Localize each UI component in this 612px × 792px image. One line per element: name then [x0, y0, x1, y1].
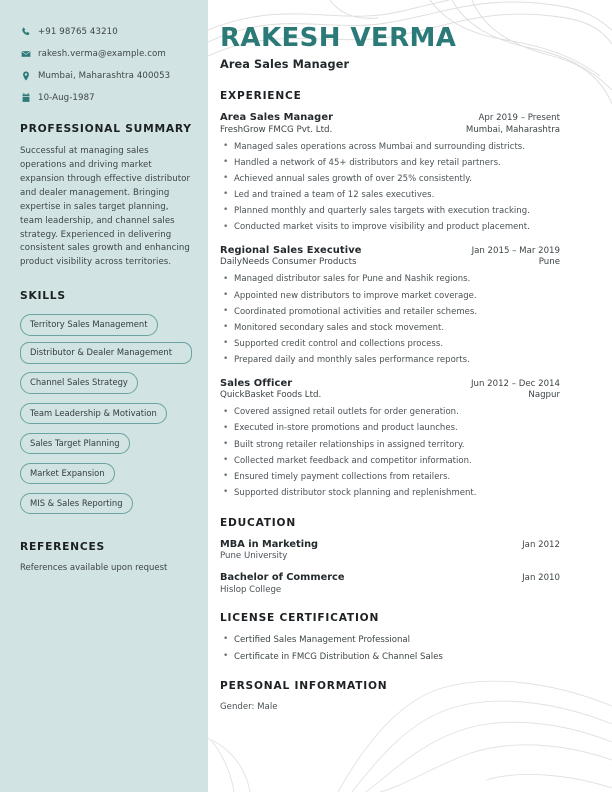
job-bullet: • Achieved annual sales growth of over 25% consistently.	[220, 173, 560, 186]
job-bullet-list	[220, 141, 560, 234]
experience-entry	[220, 245, 560, 367]
contact-email-value: rakesh.verma@example.com	[38, 48, 166, 59]
job-organization: FreshGrow FMCG Pvt. Ltd.	[220, 124, 333, 135]
contact-list	[20, 26, 192, 103]
contact-location[interactable]	[20, 70, 192, 81]
personal-information-heading: PERSONAL INFORMATION	[220, 680, 388, 693]
education-date: Jan 2010	[522, 573, 560, 584]
job-bullet: • Planned monthly and quarterly sales targets with execution tracking.	[220, 205, 560, 218]
job-bullet: • Collected market feedback and competitor information.	[220, 455, 560, 468]
job-bullet: • Coordinated promotional activities and retailer schemes.	[220, 306, 560, 319]
job-bullet: • Led and trained a team of 12 sales executives.	[220, 189, 560, 202]
contact-birthdate-value: 10-Aug-1987	[38, 92, 95, 103]
job-bullet: • Conducted market visits to improve visibility and product placement.	[220, 221, 560, 234]
certification-list	[220, 634, 560, 664]
certification-item: • Certified Sales Management Professional	[220, 634, 560, 647]
job-title: Area Sales Manager	[220, 112, 334, 124]
contact-location-value: Mumbai, Maharashtra 400053	[38, 70, 171, 81]
skill-pill[interactable]: Distributor & Dealer Management	[20, 342, 192, 364]
job-bullet: • Covered assigned retail outlets for order generation.	[220, 406, 560, 419]
contact-phone[interactable]	[20, 26, 192, 37]
experience-heading: EXPERIENCE	[220, 90, 302, 103]
job-bullet: • Handled a network of 45+ distributors and key retail partners.	[220, 157, 560, 170]
skills-heading: SKILLS	[20, 289, 66, 303]
job-date: Jun 2012 – Dec 2014	[470, 378, 560, 389]
job-bullet-list	[220, 273, 560, 366]
job-role-subtitle: Area Sales Manager	[220, 58, 350, 72]
skill-pill[interactable]: Market Expansion	[20, 463, 115, 485]
job-bullet: • Built strong retailer relationships in assigned territory.	[220, 439, 560, 452]
skill-pill[interactable]: Team Leadership & Motivation	[20, 403, 167, 425]
personal-information-text: Gender: Male	[220, 702, 278, 713]
skills-list	[20, 312, 192, 521]
job-bullet: • Supported credit control and collections process.	[220, 338, 560, 351]
job-organization: QuickBasket Foods Ltd.	[220, 390, 322, 401]
job-date: Apr 2019 – Present	[478, 113, 560, 124]
experience-entry	[220, 378, 560, 500]
job-organization: DailyNeeds Consumer Products	[220, 257, 357, 268]
job-bullet: • Monitored secondary sales and stock movement.	[220, 322, 560, 335]
skill-pill[interactable]: MIS & Sales Reporting	[20, 493, 133, 515]
references-text: References available upon request	[20, 562, 168, 573]
experience-entry	[220, 112, 560, 234]
references-heading: REFERENCES	[20, 539, 105, 553]
skill-pill[interactable]: Sales Target Planning	[20, 433, 130, 455]
education-degree: Bachelor of Commerce	[220, 572, 345, 584]
job-bullet: • Ensured timely payment collections from retailers.	[220, 471, 560, 484]
skill-pill[interactable]: Territory Sales Management	[20, 314, 158, 336]
location-pin-icon	[20, 70, 31, 81]
job-bullet: • Supported distributor stock planning and replenishment.	[220, 487, 560, 500]
education-date: Jan 2012	[522, 539, 560, 550]
job-title: Regional Sales Executive	[220, 244, 362, 256]
envelope-icon	[20, 48, 31, 59]
education-degree: MBA in Marketing	[220, 538, 319, 550]
page-title: RAKESH VERMA	[220, 23, 457, 53]
job-bullet: • Appointed new distributors to improve market coverage.	[220, 290, 560, 303]
summary-heading: PROFESSIONAL SUMMARY	[20, 122, 192, 135]
summary-text: Successful at managing sales operations and driving market expansion through effective distributor and dealer management. Bringing expertise in sales target planning, team leadership, and channel sales strategy. Experienced in delivering consistent sales growth and enhancing product visibility across territories.	[20, 146, 191, 268]
certification-heading: LICENSE CERTIFICATION	[220, 611, 380, 624]
education-entry	[220, 572, 560, 595]
job-bullet: • Prepared daily and monthly sales performance reports.	[220, 354, 560, 367]
calendar-icon	[20, 92, 31, 103]
skill-pill[interactable]: Channel Sales Strategy	[20, 372, 138, 394]
job-location: Nagpur	[528, 390, 560, 401]
job-bullet: • Managed sales operations across Mumbai and surrounding districts.	[220, 141, 560, 154]
phone-icon	[20, 26, 31, 37]
job-date: Jan 2015 – Mar 2019	[471, 245, 560, 256]
job-location: Pune	[538, 257, 560, 268]
job-bullet: • Executed in-store promotions and product launches.	[220, 422, 560, 435]
contact-birthdate[interactable]	[20, 92, 192, 103]
contact-phone-value: +91 98765 43210	[38, 26, 118, 37]
certification-item: • Certificate in FMCG Distribution & Channel Sales	[220, 651, 560, 664]
job-bullet-list	[220, 406, 560, 499]
sidebar	[0, 0, 208, 792]
education-school: Pune University	[220, 551, 288, 562]
main-content	[208, 0, 612, 792]
job-bullet: • Managed distributor sales for Pune and Nashik regions.	[220, 273, 560, 286]
education-heading: EDUCATION	[220, 516, 297, 529]
job-location: Mumbai, Maharashtra	[465, 124, 560, 135]
job-title: Sales Officer	[220, 377, 293, 389]
education-entry	[220, 539, 560, 562]
contact-email[interactable]	[20, 48, 192, 59]
education-school: Hislop College	[220, 584, 282, 595]
